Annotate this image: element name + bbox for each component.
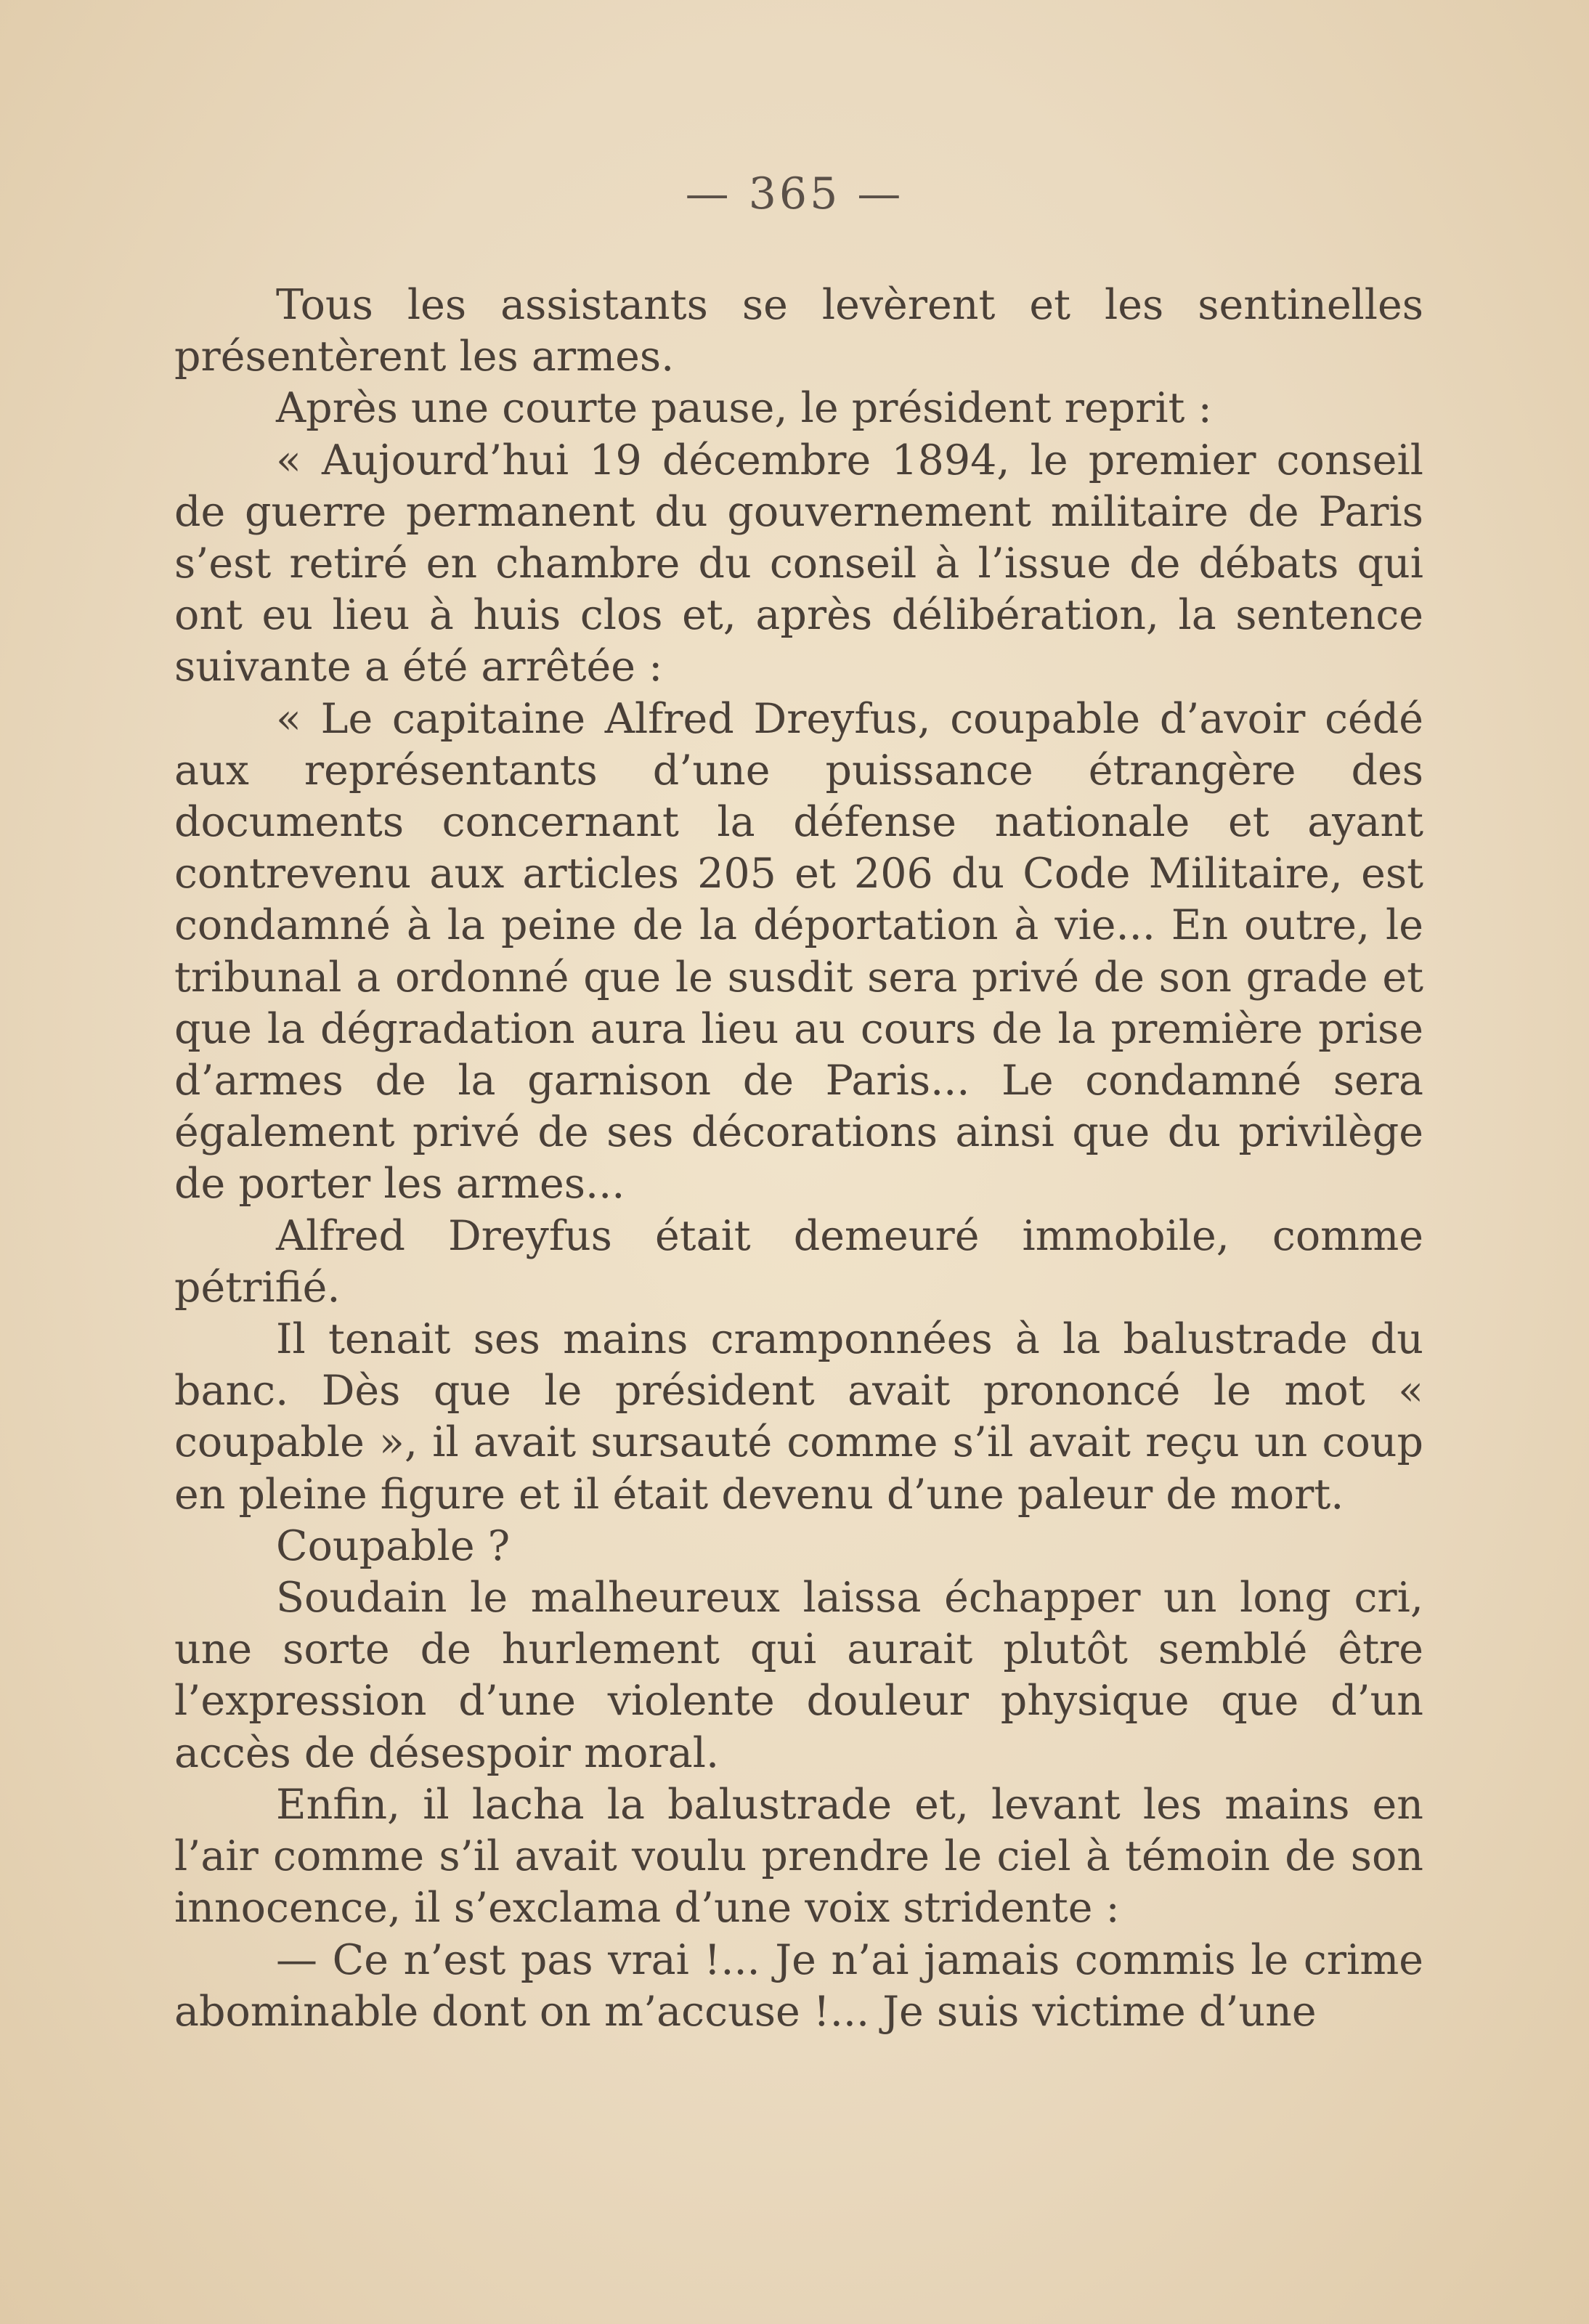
page-number: — 365 — <box>685 168 904 219</box>
paragraph-balustrade: Il tenait ses mains cramponnées à la balustrade du banc. Dès que le président avait prononcé le mot « coupable », il avait sursauté comme s’il avait reçu un coup en pleine figure et il était devenu d’une paleur de mort. <box>174 1315 1423 1519</box>
paragraph-protest: — Ce n’est pas vrai !... Je n’ai jamais commis le crime abominable dont on m’accuse !... Je suis victime d’une <box>174 1935 1423 2036</box>
paragraph-petrified: Alfred Dreyfus était demeuré immobile, comme pétrifié. <box>174 1211 1423 1312</box>
paragraph-guilty: Coupable ? <box>276 1521 511 1570</box>
paragraph-verdict-intro: « Aujourd’hui 19 décembre 1894, le premier conseil de guerre permanent du gouvernement militaire de Paris s’est retiré en chambre du conseil à l’issue de débats qui ont eu lieu à huis clos et, après délibération, la sentence suivante a été arrêtée : <box>174 436 1423 691</box>
paragraph-sentinels: Tous les assistants se levèrent et les sentinelles présentèrent les armes. <box>174 281 1423 381</box>
paragraph-sentence: « Le capitaine Alfred Dreyfus, coupable d’avoir cédé aux représentants d’une puissance étrangère des documents concernant la défense nationale et ayant contrevenu aux articles 205 et 206 du Code Militaire, est condamné à la peine de la déportation à vie... En outre, le tribunal a ordonné que le susdit sera privé de son grade et que la dégradation aura lieu au cours de la première prise d’armes de la garnison de Paris... Le condamné sera également privé de ses décorations ainsi que du privilège de porter les armes... <box>174 694 1423 1208</box>
paragraph-cry: Soudain le malheureux laissa échapper un long cri, une sorte de hurlement qui aurait plutôt semblé être l’expression d’une violente douleur physique que d’un accès de désespoir moral. <box>174 1574 1423 1777</box>
paragraph-exclamation: Enfin, il lacha la balustrade et, levant les mains en l’air comme s’il avait voulu prendre le ciel à témoin de son innocence, il s’exclama d’une voix stridente : <box>174 1780 1423 1933</box>
paragraph-pause: Après une courte pause, le président reprit : <box>276 384 1212 433</box>
body-text <box>174 280 1423 2038</box>
